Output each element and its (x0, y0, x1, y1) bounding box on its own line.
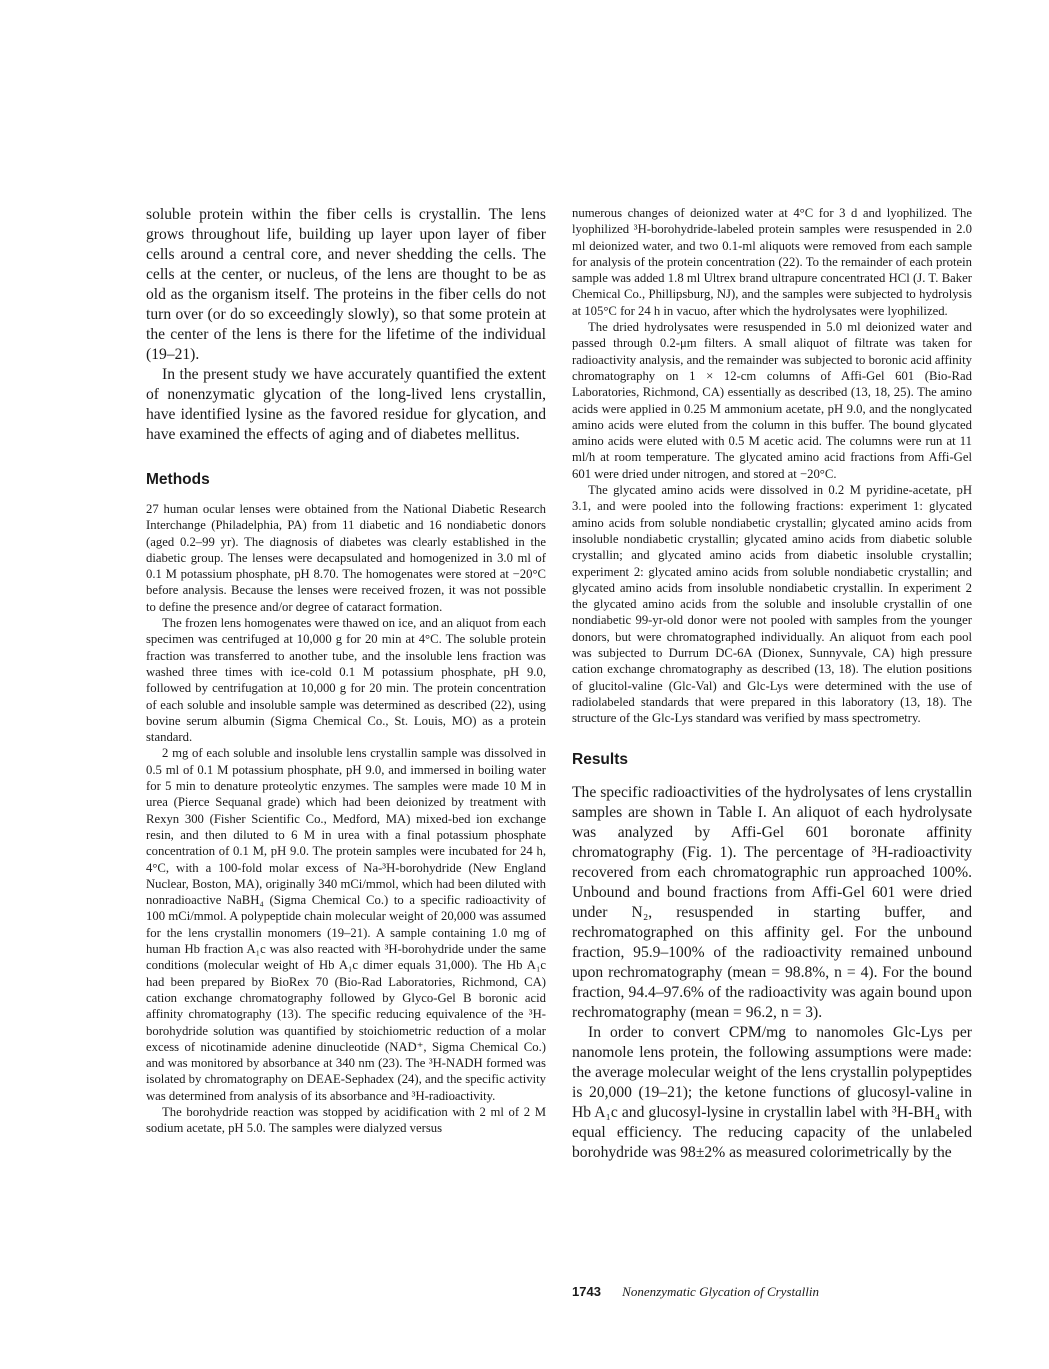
methods-paragraph-1: 27 human ocular lenses were obtained from the National Diabetic Research Interchange (Philadelphia, PA) from 11 diabetic and 16 nondiabetic donors (aged 0.2–99 yr). The diagnosis of diabetes was clearly established in the diabetic group. The lenses were decapsulated and homogenized in 3.0 ml of 0.1 M potassium phosphate, pH 8.70. The homogenates were stored at −20°C before analysis. Because the lenses were received frozen, it was not possible to define the presence and/or degree of cataract formation. (146, 502, 546, 614)
left-column (146, 205, 546, 1137)
results-paragraph-1: The specific radioactivities of the hydrolysates of lens crystallin samples are shown in Table I. An aliquot of each hydrolysate was analyzed by Affi-Gel 601 boronate affinity chromatography (Fig. 1). The percentage of ³H-radioactivity recovered from each chromatographic run approached 100%. Unbound and bound fractions from Affi-Gel 601 were dried under N₂, resuspended in starting buffer, and rechromatographed on this affinity gel. For the unbound fraction, 95.9–100% of the radioactivity remained unbound upon rechromatography (mean = 98.8%, n = 4). For the bound fraction, 94.4–97.6% of the radioactivity was again bound upon rechromatography (mean = 96.2, n = 3). (572, 783, 972, 1021)
methods-paragraph-7: The glycated amino acids were dissolved in 0.2 M pyridine-acetate, pH 3.1, and were pooled into the following fractions: experiment 1: glycated amino acids from soluble nondiabetic crystallin; glycated amino acids from insoluble nondiabetic crystallin; glycated amino acids from diabetic soluble crystallin; and glycated amino acids from diabetic insoluble crystallin; experiment 2: glycated amino acids from soluble nondiabetic crystallin; and glycated amino acids from insoluble nondiabetic crystallin. In experiment 2 the glycated amino acids from the soluble and insoluble crystallin of one nondiabetic 99-yr-old donor were not pooled with samples from the younger donors, but were chromatographed individually. An aliquot from each pool was subjected to Durrum DC-6A (Dionex, Sunnyvale, CA) high pressure cation exchange chromatography as described (13, 18). The elution positions of glucitol-valine (Glc-Val) and Glc-Lys were determined with the use of radiolabeled standards that were prepared in this laboratory (13, 18). The structure of the Glc-Lys standard was verified by mass spectrometry. (572, 483, 972, 726)
page-number: 1743 (572, 1284, 601, 1299)
introduction-section (146, 205, 546, 445)
methods-heading: Methods (146, 471, 210, 488)
methods-section (146, 501, 546, 1137)
right-column (572, 205, 972, 1163)
results-heading: Results (572, 750, 628, 768)
methods-continued-section (572, 205, 972, 727)
methods-paragraph-4: The borohydride reaction was stopped by acidification with 2 ml of 2 M sodium acetate, pH 5.0. The samples were dialyzed versus (146, 1104, 546, 1136)
results-paragraph-2: In order to convert CPM/mg to nanomoles Glc-Lys per nanomole lens protein, the following assumptions were made: the average molecular weight of the lens crystallin polypeptides is 20,000 (19–21); the ketone functions of glucosyl-valine in Hb A₁c and glucosyl-lysine in crystallin label with ³H-BH₄ with equal efficiency. The reducing capacity of the unlabeled borohydride was 98±2% as measured colorimetrically by the (572, 1023, 972, 1161)
methods-paragraph-2: The frozen lens homogenates were thawed on ice, and an aliquot from each specimen was centrifuged at 10,000 g for 20 min at 4°C. The soluble protein fraction was transferred to another tube, and the insoluble lens fraction was washed three times with ice-cold 0.1 M potassium phosphate, pH 9.0, followed by centrifugation at 10,000 g for 20 min. The protein concentration of each soluble and insoluble sample was determined as described (22), using bovine serum albumin (Sigma Chemical Co., St. Louis, MO) as a protein standard. (146, 616, 546, 745)
methods-paragraph-5: numerous changes of deionized water at 4°C for 3 d and lyophilized. The lyophilized ³H-borohydride-labeled protein samples were resuspended in 2.0 ml deionized water, and two 0.1-ml aliquots were removed from each sample for analysis of the protein concentration (22). To the remainder of each protein sample was added 1.8 ml Ultrex brand ultrapure concentrated HCl (J. T. Baker Chemical Co., Phillipsburg, NJ), and the samples were subjected to hydrolysis at 105°C for 24 h in vacuo, after which the hydrolysates were lyophilized. (572, 206, 972, 318)
running-title: Nonenzymatic Glycation of Crystallin (622, 1284, 819, 1299)
methods-paragraph-3: 2 mg of each soluble and insoluble lens crystallin sample was dissolved in 0.5 ml of 0.1 M potassium phosphate, pH 9.0, and immersed in boiling water for 5 min to denature proteolytic enzymes. The samples were made 10 M in urea (Pierce Sequanal grade) which had been deionized by treatment with Rexyn 300 (Fisher Scientific Co., Medford, MA) mixed-bed ion exchange resin, and then diluted to 6 M in urea with a final potassium phosphate concentration of 0.1 M, pH 9.0. The protein samples were incubated for 24 h, 4°C, with a 100-fold molar excess of Na-³H-borohydride (New England Nuclear, Boston, MA), originally 340 mCi/mmol, which had been diluted with nonradioactive NaBH₄ (Sigma Chemical Co.) to a specific radioactivity of 100 mCi/mmol. A polypeptide chain molecular weight of 20,000 was assumed for the lens crystallin monomers (19–21). A sample containing 1.0 mg of human Hb fraction A₁c was also reacted with ³H-borohydride under the same conditions (molecular weight of Hb A₁c dimer equals 31,000). The Hb A₁c had been prepared by BioRex 70 (Bio-Rad Laboratories, Richmond, CA) cation exchange chromatography followed by Glyco-Gel B boronic acid affinity chromatography (13). The specific reducing equivalence of the ³H-borohydride solution was quantified by stoichiometric reduction of a molar excess of nicotinamide adenine dinucleotide (NAD⁺, Sigma Chemical Co.) and was monitored by absorbance at 340 nm (23). The ³H-NADH formed was isolated by chromatography on DEAE-Sephadex (24), and the specific activity was determined from analysis of its absorbance and ³H-radioactivity. (146, 746, 546, 1103)
page-footer (572, 1284, 972, 1300)
intro-paragraph-2: In the present study we have accurately quantified the extent of nonenzymatic glycation of the long-lived lens crystallin, have identified lysine as the favored residue for glycation, and have examined the effects of aging and of diabetes mellitus. (146, 366, 546, 443)
intro-paragraph-1: soluble protein within the fiber cells is crystallin. The lens grows throughout life, building up layer upon layer of fiber cells around a central core, and never shedding the cells. The cells at the center, or nucleus, of the lens are thought to be as old as the organism itself. The proteins in the fiber cells do not turn over (or do so exceedingly slowly), so that some protein at the center of the lens is there for the lifetime of the individual (19–21). (146, 206, 546, 363)
results-section (572, 783, 972, 1163)
methods-paragraph-6: The dried hydrolysates were resuspended in 5.0 ml deionized water and passed through 0.2-μm filters. A small aliquot of filtrate was taken for radioactivity analysis, and the remainder was subjected to boronic acid affinity chromatography on 1 × 12-cm columns of Affi-Gel 601 (Bio-Rad Laboratories, Richmond, CA) essentially as described (13, 18, 25). The amino acids were applied in 0.25 M ammonium acetate, pH 9.0, and the nonglycated amino acids were eluted from the column in this buffer. The bound glycated amino acids were eluted with 0.5 M acetic acid. The columns were run at 11 ml/h at room temperature. The glycated amino acid fractions from Affi-Gel 601 were dried under nitrogen, and stored at −20°C. (572, 320, 972, 481)
